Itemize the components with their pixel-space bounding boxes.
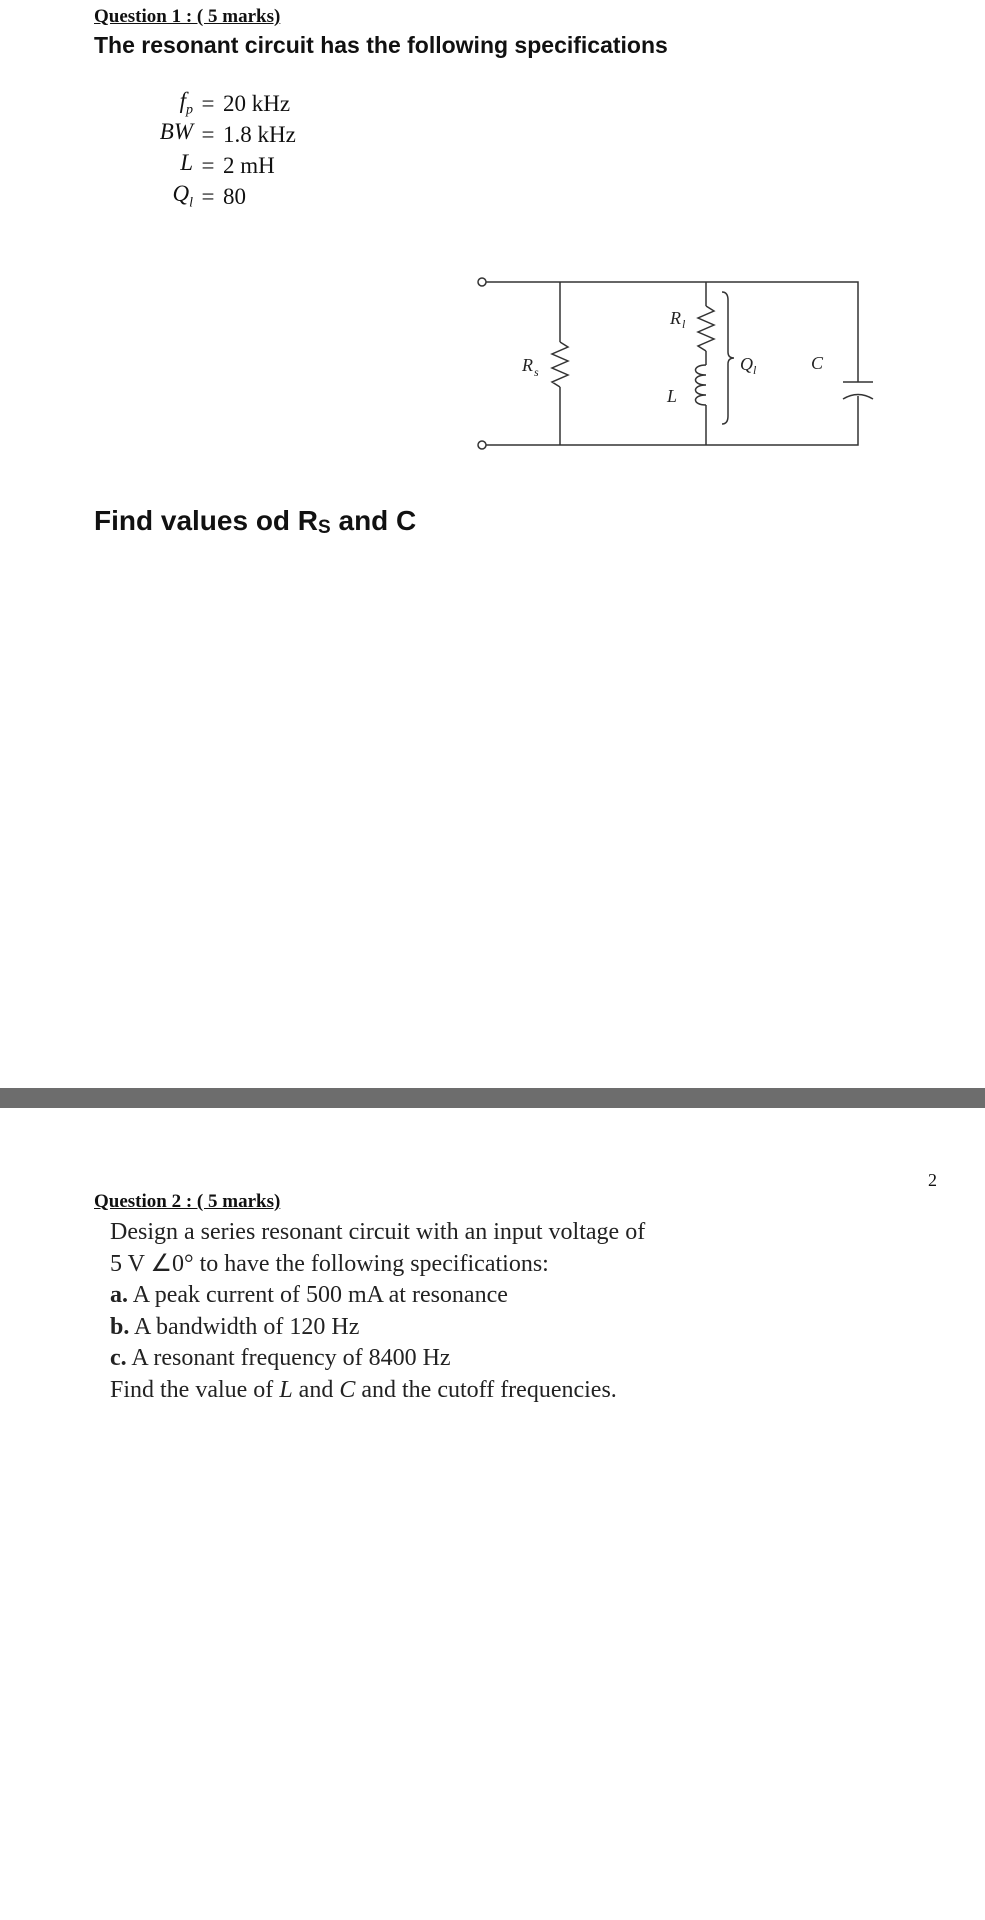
c-label: C — [811, 353, 824, 373]
spec-symbol: $Q_l$ — [172, 181, 193, 211]
terminal-bottom — [478, 441, 486, 449]
page-number: 2 — [928, 1170, 937, 1190]
spec-row-fp — [120, 88, 360, 119]
spec-value: 1.8 kHz — [223, 121, 296, 147]
q2-final-instruction: Find the value of L and C and the cutoff frequencies. — [110, 1376, 617, 1403]
q2-intro-line-1: Design a series resonant circuit with an input voltage of — [110, 1219, 646, 1245]
equals-sign: = — [201, 90, 215, 116]
rl-subscript: l — [682, 317, 686, 331]
spec-symbol: BW — [159, 119, 193, 145]
q2-item-b: b. A bandwidth of 120 Hz — [110, 1313, 360, 1340]
find-values-prompt: Find values od RS and C — [94, 505, 417, 538]
rl-label: R — [670, 308, 681, 328]
rl-resistor — [698, 306, 714, 351]
question-1-heading: Question 1 : ( 5 marks) — [94, 6, 281, 27]
equals-sign: = — [201, 121, 215, 147]
page-separator — [0, 1088, 985, 1108]
spec-value: 80 — [223, 183, 246, 209]
parallel-resonant-circuit-diagram — [460, 262, 880, 457]
rs-resistor — [552, 342, 568, 387]
ql-label: Q — [740, 354, 753, 374]
ql-brace — [722, 292, 734, 424]
top-rail — [486, 282, 858, 382]
ql-subscript: l — [753, 363, 757, 377]
equals-sign: = — [201, 183, 215, 209]
spec-value: 20 kHz — [223, 90, 291, 116]
spec-row-ql — [120, 181, 360, 212]
spec-row-l — [120, 150, 360, 181]
l-label: L — [667, 386, 678, 406]
question-2-heading: Question 2 : ( 5 marks) — [94, 1191, 281, 1212]
spec-symbol: $f_p$ — [179, 88, 193, 118]
rs-subscript: s — [534, 365, 539, 379]
specifications-list — [120, 88, 360, 212]
question-1-statement: The resonant circuit has the following specifications — [94, 32, 668, 58]
equals-sign: = — [201, 152, 215, 178]
q2-item-a: a. A peak current of 500 mA at resonance — [110, 1282, 508, 1308]
question-2-body — [110, 1217, 645, 1406]
inductor-coil — [696, 365, 707, 405]
spec-value: 2 mH — [223, 152, 275, 178]
rs-label: R — [522, 355, 533, 375]
spec-row-bw — [120, 119, 360, 150]
q2-item-c: c. A resonant frequency of 8400 Hz — [110, 1345, 451, 1371]
q2-intro-line-2: 5 V ∠0° to have the following specifications: — [110, 1250, 549, 1277]
spec-symbol: L — [180, 150, 193, 176]
terminal-top — [478, 278, 486, 286]
